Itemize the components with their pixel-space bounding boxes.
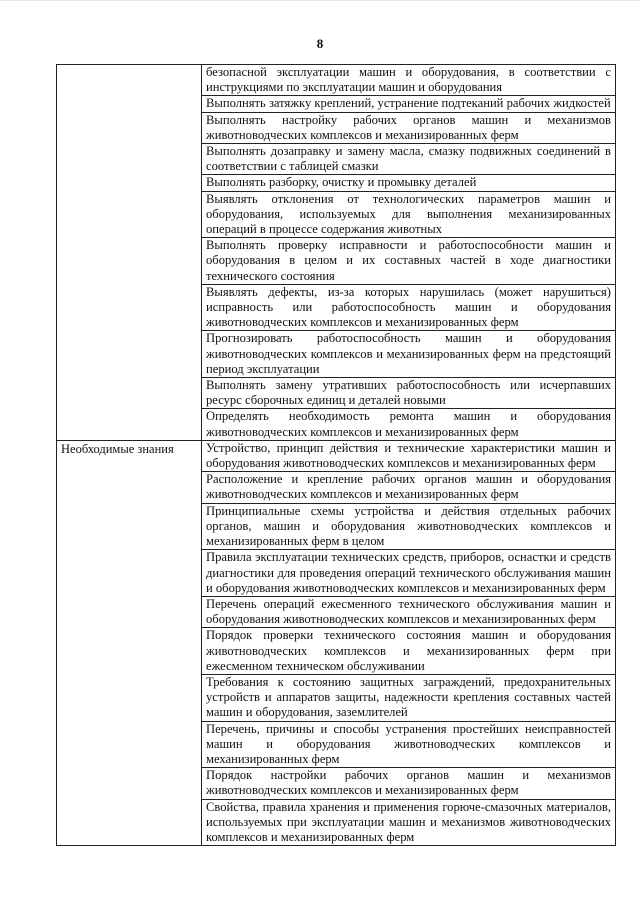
page-number: 8 [316, 36, 324, 51]
requirements-table [56, 64, 616, 846]
section-label [57, 65, 202, 441]
list-item: Свойства, правила хранения и применения горюче-смазочных материалов, используемых при эксплуатации машин и механизмов животноводческих комплексов и механизированных ферм [206, 799, 611, 844]
sheet-edge [0, 0, 640, 1]
table-row [57, 65, 616, 441]
list-item: Выполнять настройку рабочих органов машин и механизмов животноводческих комплексов и механизированных ферм [202, 113, 615, 144]
list-item: Порядок проверки технического состояния машин и оборудования животноводческих комплексов и механизированных ферм при ежесменном техническом обслуживании [202, 628, 615, 675]
section-items [202, 440, 616, 845]
list-item: Выполнять затяжку креплений, устранение подтеканий рабочих жидкостей [202, 96, 615, 112]
list-item: Определять необходимость ремонта машин и оборудования животноводческих комплексов и механизированных ферм [206, 409, 611, 439]
list-item: Перечень операций ежесменного технического обслуживания машин и оборудования животноводческих комплексов и механизированных ферм [202, 597, 615, 628]
list-item: Требования к состоянию защитных заграждений, предохранительных устройств и аппаратов защиты, надежности крепления составных частей машин и оборудования, заземлителей [202, 675, 615, 722]
list-item: Прогнозировать работоспособность машин и оборудования животноводческих комплексов и механизированных ферм на предстоящий период эксплуатации [202, 331, 615, 378]
list-item: Устройство, принцип действия и технические характеристики машин и оборудования животноводческих комплексов и механизированных ферм [202, 441, 615, 472]
list-item: Выполнять разборку, очистку и промывку деталей [202, 175, 615, 191]
list-item: Выполнять дозаправку и замену масла, смазку подвижных соединений в соответствии с таблицей смазки [202, 144, 615, 175]
section-items [202, 65, 616, 441]
section-label: Необходимые знания [57, 440, 202, 845]
list-item: Правила эксплуатации технических средств, приборов, оснастки и средств диагностики для проведения операций технического обслуживания машин и оборудования животноводческих комплексов и механизированных ферм [202, 550, 615, 597]
list-item: Выявлять отклонения от технологических параметров машин и оборудования, используемых для выполнения механизированных операций в процессе содержания животных [202, 192, 615, 239]
list-item: Выполнять замену утративших работоспособность или исчерпавших ресурс сборочных единиц и деталей новыми [202, 378, 615, 409]
list-item: безопасной эксплуатации машин и оборудования, в соответствии с инструкциями по эксплуатации машин и оборудования [202, 65, 615, 96]
list-item: Принципиальные схемы устройства и действия отдельных рабочих органов, машин и оборудования животноводческих комплексов и механизированных ферм в целом [202, 504, 615, 551]
list-item: Перечень, причины и способы устранения простейших неисправностей машин и оборудования животноводческих комплексов и механизированных ферм [202, 722, 615, 769]
list-item: Порядок настройки рабочих органов машин и механизмов животноводческих комплексов и механизированных ферм [202, 768, 615, 799]
list-item: Выполнять проверку исправности и работоспособности машин и оборудования в целом и их составных частей в ходе диагностики технического состояния [202, 238, 615, 285]
list-item: Выявлять дефекты, из-за которых нарушилась (может нарушиться) исправность или работоспособность машин и оборудования животноводческих комплексов и механизированных ферм [202, 285, 615, 332]
list-item: Расположение и крепление рабочих органов машин и оборудования животноводческих комплексов и механизированных ферм [202, 472, 615, 503]
table-row [57, 440, 616, 845]
